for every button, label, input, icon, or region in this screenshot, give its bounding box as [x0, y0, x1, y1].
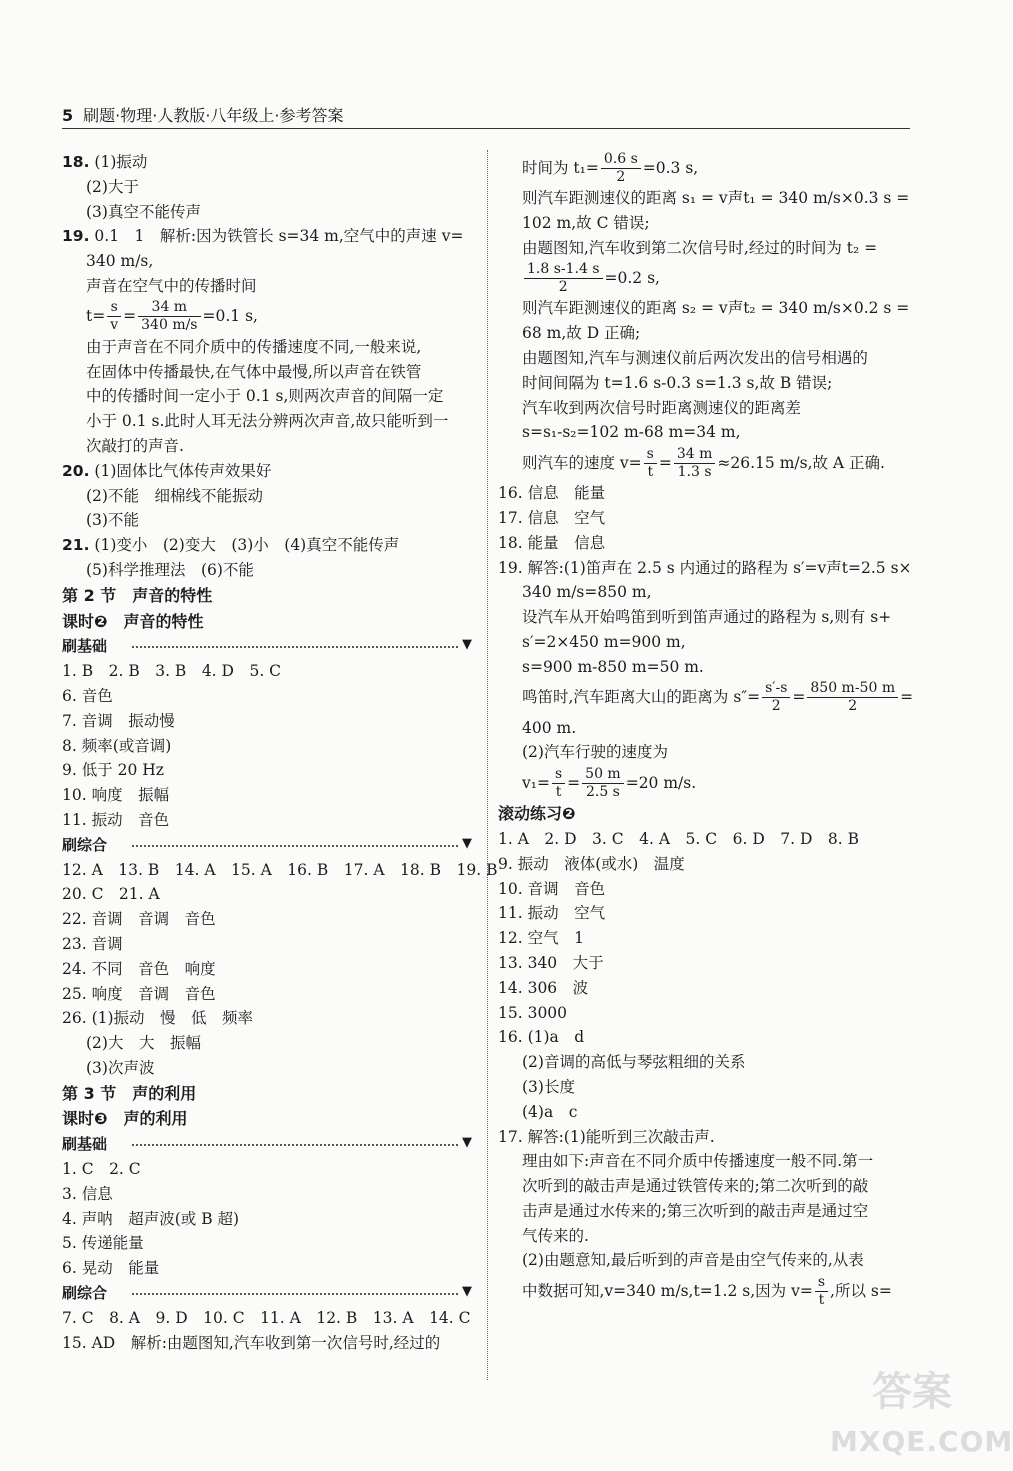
answer-line: 16. (1)a d	[498, 1028, 585, 1047]
answer-line: 8. 频率(或音调)	[62, 736, 172, 755]
answer-line: s=s₁-s₂=102 m-68 m=34 m,	[522, 423, 741, 442]
watermark-logo: 答案	[872, 1369, 952, 1415]
answer-line: 14. 306 波	[498, 978, 589, 997]
answer-line: 24. 不同 音色 响度	[62, 959, 216, 978]
left-column	[62, 150, 498, 1355]
answer-19-line: 小于 0.1 s.此时人耳无法分辨两次声音,故只能听到一	[86, 412, 449, 431]
answer-18-c: (3)真空不能传声	[86, 202, 201, 221]
page-header	[62, 103, 344, 126]
column-divider	[487, 150, 488, 1380]
answer-20: 20. (1)固体比气体传声效果好	[62, 461, 272, 480]
answer-line: 22. 音调 音调 音色	[62, 910, 216, 929]
answer-19-line: 中的传播时间一定小于 0.1 s,则两次声音的间隔一定	[86, 387, 444, 406]
page-number: 5	[62, 106, 74, 125]
answer-line: 10. 响度 振幅	[62, 786, 170, 805]
answer-line: 6. 晃动 能量	[62, 1259, 160, 1278]
answer-line: 9. 振动 液体(或水) 温度	[498, 854, 685, 873]
answer-line: (3)长度	[522, 1077, 575, 1096]
answer-line: 23. 音调	[62, 934, 123, 953]
answer-line: 9. 低于 20 Hz	[62, 761, 164, 780]
answer-line: 7. 音调 振动慢	[62, 711, 175, 730]
answer-line: 气传来的.	[522, 1226, 589, 1245]
answer-line: 68 m,故 D 正确;	[522, 324, 641, 343]
section-title: 第 2 节 声音的特性	[62, 585, 213, 605]
lesson-title: 课时❸ 声的利用	[62, 1109, 188, 1129]
answer-line: (2)汽车行驶的速度为	[522, 743, 668, 762]
answer-line: 15. AD 解析:由题图知,汽车收到第一次信号时,经过的	[62, 1333, 441, 1352]
answer-line: 19. 解答:(1)笛声在 2.5 s 内通过的路程为 s′=v声t=2.5 s×	[498, 558, 912, 577]
answer-line: 4. 声呐 超声波(或 B 超)	[62, 1209, 240, 1228]
formula-line: 时间为 t₁= $\frac{0.6 s}{2}$ =0.3 s,	[522, 150, 699, 185]
answer-line: 5. 传递能量	[62, 1234, 144, 1253]
answer-line: 1. B 2. B 3. B 4. D 5. C	[62, 662, 282, 681]
answer-line: 由题图知,汽车与测速仪前后两次发出的信号相遇的	[522, 348, 868, 367]
answer-line: 设汽车从开始鸣笛到听到笛声通过的路程为 s,则有 s+	[522, 608, 892, 627]
answer-line: 16. 信息 能量	[498, 484, 606, 503]
answer-line: 1. A 2. D 3. C 4. A 5. C 6. D 7. D 8. B	[498, 829, 860, 848]
category-bar: 刷基础 ▼	[62, 637, 472, 656]
right-column	[498, 150, 914, 1309]
answer-line: s=900 m-850 m=50 m.	[522, 657, 704, 676]
answer-line: 次听到的敲击声是通过铁管传来的;第二次听到的敲	[522, 1177, 869, 1196]
answer-21-b: (5)科学推理法 (6)不能	[86, 560, 254, 579]
answer-19-line: 由于声音在不同介质中的传播速度不同,一般来说,	[86, 337, 422, 356]
answer-19: 19. 0.1 1 解析:因为铁管长 s=34 m,空气中的声速 v=	[62, 227, 464, 246]
answer-19-formula: t= $\frac{s}{v}$ = $\frac{34 m}{340 m/s}$ =0.1 s,	[86, 299, 258, 334]
formula-line: $\frac{1.8 s-1.4 s}{2}$ =0.2 s,	[498, 260, 910, 296]
answer-line: 7. C 8. A 9. D 10. C 11. A 12. B 13. A 14. C	[62, 1308, 471, 1327]
answer-20-c: (3)不能	[86, 511, 139, 530]
answer-line: 17. 解答:(1)能听到三次敲击声.	[498, 1127, 715, 1146]
answer-line: 3. 信息	[62, 1184, 113, 1203]
answer-19-line: 次敲打的声音.	[86, 436, 184, 455]
answer-line: 15. 3000	[498, 1003, 568, 1022]
answer-line: 340 m/s=850 m,	[522, 583, 652, 602]
category-bar: 刷综合 ▼	[62, 1284, 472, 1303]
section-title: 滚动练习❷	[498, 804, 576, 824]
answer-20-b: (2)不能 细棉线不能振动	[86, 486, 263, 505]
answer-line: 汽车收到两次信号时距离测速仪的距离差	[522, 398, 802, 417]
answer-line: 时间间隔为 t=1.6 s-0.3 s=1.3 s,故 B 错误;	[522, 373, 833, 392]
answer-line: 11. 振动 音色	[62, 810, 170, 829]
section-title: 第 3 节 声的利用	[62, 1083, 197, 1103]
formula-line: 则汽车的速度 v= $\frac{s}{t}$ = $\frac{34 m}{1.3 s}$ ≈26.15 m/s,故 A 正确.	[522, 445, 885, 480]
answer-line: 400 m.	[522, 718, 577, 737]
answer-21: 21. (1)变小 (2)变大 (3)小 (4)真空不能传声	[62, 536, 400, 555]
answer-19-line: 声音在空气中的传播时间	[86, 276, 257, 295]
answer-line: 10. 音调 音色	[498, 879, 606, 898]
answer-line: 击声是通过水传来的;第三次听到的敲击声是通过空	[522, 1201, 869, 1220]
answer-18-b: (2)大于	[86, 177, 139, 196]
answer-line: 由题图知,汽车收到第二次信号时,经过的时间为 t₂ =	[522, 238, 878, 257]
answer-line: (2)由题意知,最后听到的声音是由空气传来的,从表	[522, 1251, 864, 1270]
answer-19-line: 在固体中传播最快,在气体中最慢,所以声音在铁管	[86, 362, 422, 381]
category-bar: 刷基础 ▼	[62, 1135, 472, 1154]
formula-line: 鸣笛时,汽车距离大山的距离为 s″= $\frac{s'-s}{2}$ = $\frac{850 m-50 m}{2}$ =	[522, 680, 914, 715]
answer-line: 11. 振动 空气	[498, 904, 606, 923]
answer-line: 25. 响度 音调 音色	[62, 984, 216, 1003]
answer-line: 1. C 2. C	[62, 1160, 141, 1179]
answer-line: (2)大 大 振幅	[86, 1034, 201, 1053]
answer-line: (2)音调的高低与琴弦粗细的关系	[522, 1053, 746, 1072]
category-bar: 刷综合 ▼	[62, 835, 472, 854]
answer-line: 则汽车距测速仪的距离 s₁ = v声t₁ = 340 m/s×0.3 s =	[522, 189, 910, 207]
answer-line: 则汽车距测速仪的距离 s₂ = v声t₂ = 340 m/s×0.2 s =	[522, 299, 910, 318]
header-rule	[62, 128, 910, 129]
header-title: 刷题·物理·人教版·八年级上·参考答案	[83, 106, 344, 125]
answer-line: (3)次声波	[86, 1058, 155, 1077]
answer-line: 18. 能量 信息	[498, 533, 606, 552]
formula-line: 中数据可知,v=340 m/s,t=1.2 s,因为 v= $\frac{s}{t}$ ,所以 s=	[522, 1273, 892, 1308]
formula-line: v₁= $\frac{s}{t}$ = $\frac{50 m}{2.5 s}$ =20 m/s.	[522, 765, 697, 800]
answer-19-line: 340 m/s,	[86, 252, 154, 271]
answer-line: 13. 340 大于	[498, 953, 604, 972]
answer-line: 12. A 13. B 14. A 15. A 16. B 17. A 18. B 19. B	[62, 860, 498, 879]
answer-line: s′=2×450 m=900 m,	[522, 632, 686, 651]
answer-18: 18. (1)振动	[62, 153, 148, 171]
lesson-title: 课时❷ 声音的特性	[62, 611, 204, 631]
watermark-url: MXQE.COM	[830, 1425, 1013, 1458]
answer-line: 17. 信息 空气	[498, 508, 606, 527]
answer-line: 102 m,故 C 错误;	[522, 213, 650, 232]
answer-line: (4)a c	[522, 1102, 578, 1121]
answer-line: 12. 空气 1	[498, 929, 584, 948]
answer-line: 26. (1)振动 慢 低 频率	[62, 1009, 254, 1028]
answer-line: 6. 音色	[62, 686, 113, 705]
answer-line: 理由如下:声音在不同介质中传播速度一般不同.第一	[522, 1152, 874, 1171]
answer-line: 20. C 21. A	[62, 885, 160, 904]
